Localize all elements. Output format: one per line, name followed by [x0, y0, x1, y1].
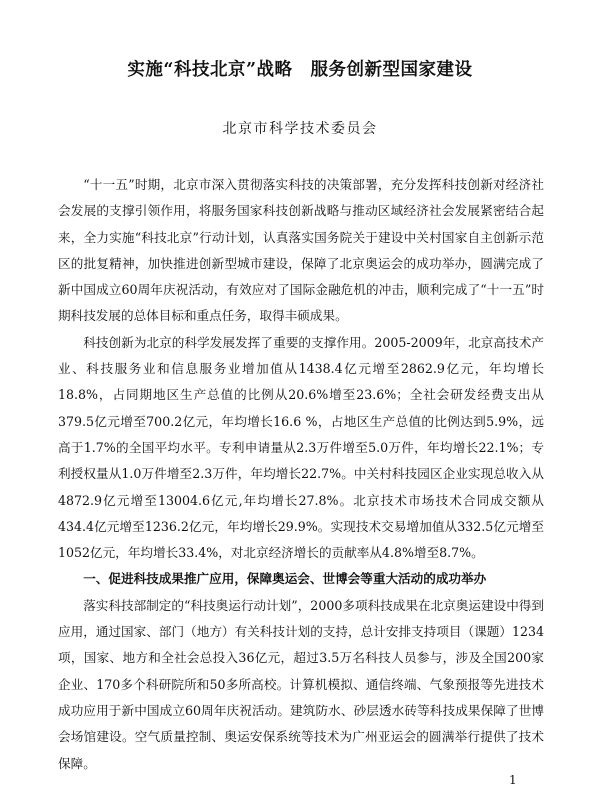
section-heading: 一、促进科技成果推广应用，保障奥运会、世博会等重大活动的成功举办 [83, 571, 487, 587]
body-paragraph: “十一五”时期，北京市深入贯彻落实科技的决策部署，充分发挥科技创新对经济社会发展的支撑引领作用，将服务国家科技创新战略与推动区域经济社会发展紧密结合起来，全力实施“科技北京”行动计划，认真落实国务院关于建设中关村国家自主创新示范区的批复精神，加快推进创新型城市建设，保障了北京奥运会的成功举办，圆满完成了新中国成立60周年庆祝活动，有效应对了国际金融危机的冲击，顺利完成了“十一五”时期科技发展的总体目标和重点任务，取得丰硕成果。 [58, 177, 544, 324]
page-number: 1 [509, 773, 517, 787]
body-paragraph: 科技创新为北京的科学发展发挥了重要的支撑作用。2005-2009年，北京高技术产业、科技服务业和信息服务业增加值从1438.4亿元增至2862.9亿元，年均增长18.8%，占同期地区生产总值的比例从20.6%增至23.6%；全社会研发经费支出从379.5亿元增至700.2亿元，年均增长16.6 %，占地区生产总值的比例达到5.9%，远高于1.7%的全国平均水平。专利申请量从2.3万件增至5.0万件，年均增长22.1%；专利授权量从1.0万件增至2.3万件，年均增长22.7%。中关村科技园区企业实现总收入从4872.9亿元增至13004.6亿元,年均增长27.8%。北京技术市场技术合同成交额从434.4亿元增至1236.2亿元，年均增长29.9%。实现技术交易增加值从332.5亿元增至1052亿元，年均增长33.4%，对北京经济增长的贡献率从4.8%增至8.7%。 [58, 334, 544, 561]
document-body [58, 172, 544, 777]
body-paragraph: 落实科技部制定的“科技奥运行动计划”，2000多项科技成果在北京奥运建设中得到应用，通过国家、部门（地方）有关科技计划的支持，总计安排支持项目（课题）1234项，国家、地方和全社会总投入36亿元，超过3.5万名科技人员参与，涉及全国200家企业、170多个科研院所和50多所高校。计算机模拟、通信终端、气象预报等先进技术成功应用于新中国成立60周年庆祝活动。建筑防水、砂层透水砖等科技成果保障了世博会场馆建设。空气质量控制、奥运安保系统等技术为广州亚运会的圆满举行提供了技术保障。 [58, 597, 544, 771]
document-title: 实施“科技北京”战略 服务创新型国家建设 [127, 60, 473, 80]
document-author: 北京市科学技术委员会 [222, 121, 378, 137]
